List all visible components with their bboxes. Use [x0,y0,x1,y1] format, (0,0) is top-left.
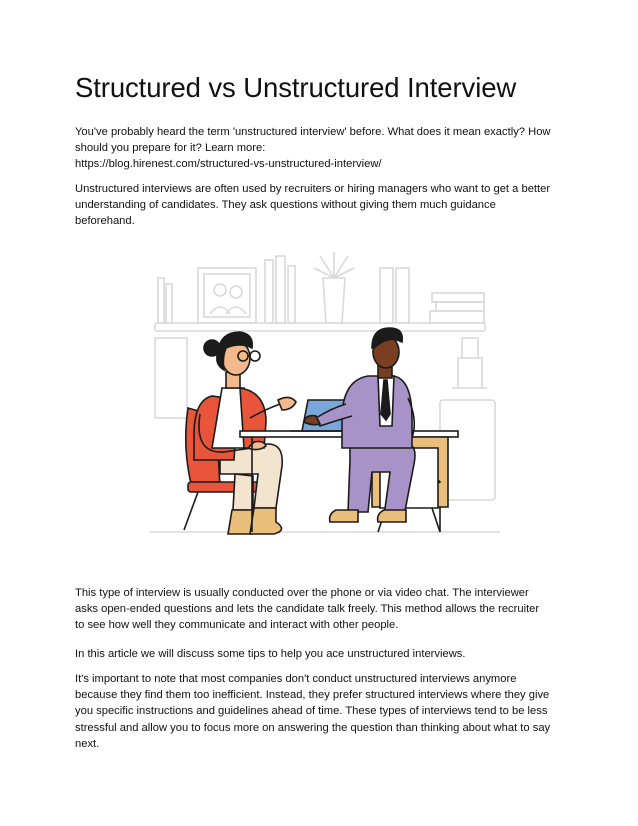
paragraph-3-line-1: In this article we will discuss some tips to help you ace unstructured interviews. [75,648,466,660]
paragraph-3 [75,646,570,662]
interview-illustration-icon [140,248,510,548]
paragraph-4-line-3: you specific instructions and guidelines ahead of time. These types of interviews tend to be less [75,705,548,718]
intro-line-1: You've probably heard the term 'unstructured interview' before. What does it mean exactly? How [75,126,551,138]
paragraph-1-line-2: understanding of candidates. They ask questions without giving them much guidance [75,199,496,212]
intro-link[interactable]: https://blog.hirenest.com/structured-vs-unstructured-interview/ [75,158,382,171]
page-title: Structured vs Unstructured Interview [75,72,517,103]
paragraph-2-line-3: to see how well they communicate and interact with other people. [75,619,399,632]
paragraph-4-line-1: It's important to note that most companies don't conduct unstructured interviews anymore [75,673,517,685]
paragraph-4-line-2: because they find them too inefficient. Instead, they prefer structured interviews where they give [75,689,550,702]
paragraph-2-line-2: asks open-ended questions and lets the candidate talk freely. This method allows the recruiter [75,603,540,616]
paragraph-4-line-4: stressful and allow you to focus more on answering the question than thinking about what to say [75,721,551,734]
paragraph-4-line-5: next. [75,737,100,750]
paragraph-1-line-3: beforehand. [75,215,135,228]
intro-line-2: should you prepare for it? Learn more: [75,142,266,155]
paragraph-1 [75,181,570,230]
paragraph-2 [75,585,570,634]
intro-paragraph [75,124,570,173]
paragraph-2-line-1: This type of interview is usually conducted over the phone or via video chat. The interviewer [75,587,529,599]
paragraph-4 [75,671,570,752]
paragraph-1-line-1: Unstructured interviews are often used by recruiters or hiring managers who want to get a better [75,183,551,195]
